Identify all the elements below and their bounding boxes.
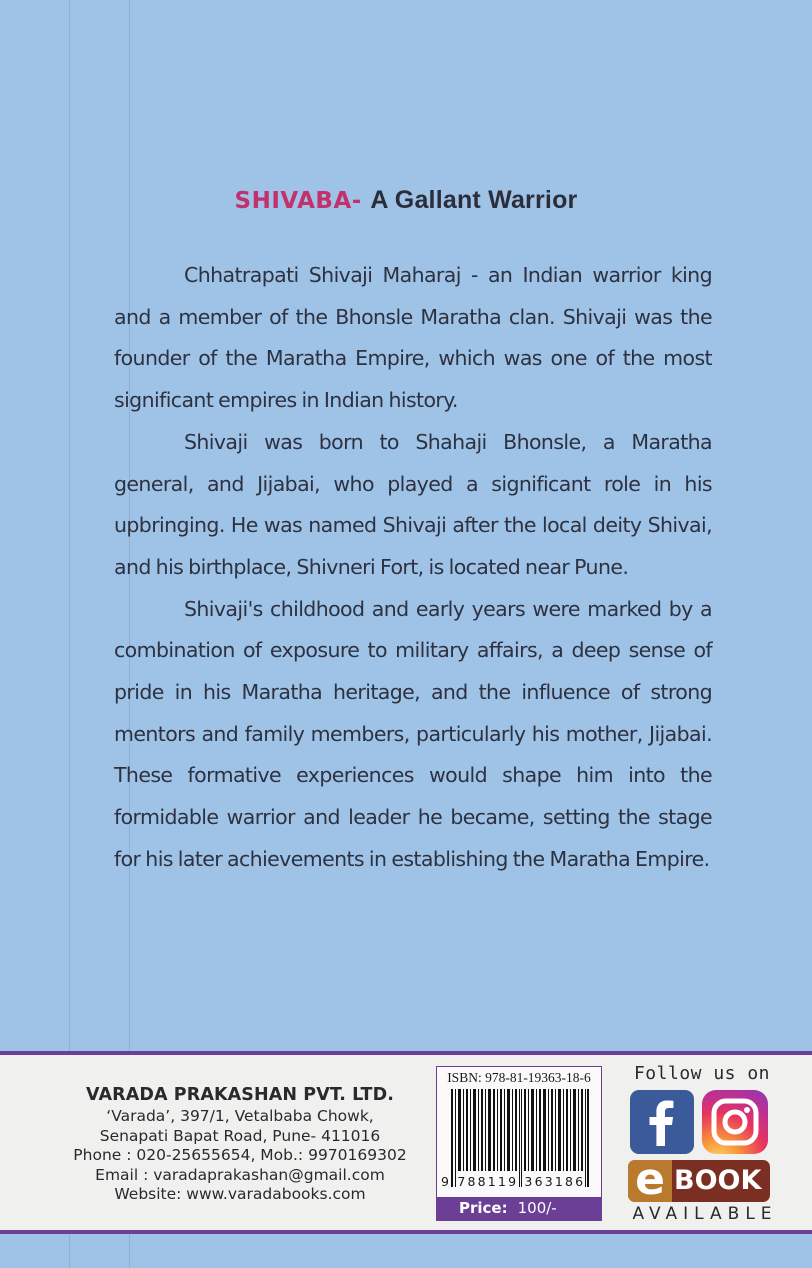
barcode-digits: 9 788119 363186 bbox=[441, 1174, 586, 1189]
publisher-website: Website: www.varadabooks.com bbox=[114, 1185, 366, 1203]
footer-band bbox=[0, 1051, 812, 1234]
publisher-info bbox=[40, 1085, 440, 1205]
publisher-address-line2: Senapati Bapat Road, Pune- 411016 bbox=[99, 1126, 381, 1145]
ebook-e: e bbox=[628, 1160, 672, 1202]
price-value: 100/- bbox=[517, 1199, 557, 1217]
social-section bbox=[622, 1063, 782, 1224]
publisher-phone: Phone : 020-25655654, Mob.: 9970169302 bbox=[73, 1146, 407, 1164]
follow-us-label: Follow us on bbox=[633, 1063, 771, 1084]
isbn-label: ISBN: 978-81-19363-18-6 bbox=[447, 1070, 591, 1085]
facebook-icon[interactable] bbox=[630, 1090, 694, 1154]
ebook-text: BOOK bbox=[674, 1165, 762, 1196]
ebook-badge bbox=[628, 1160, 770, 1202]
title-brand: SHIVABA bbox=[234, 188, 352, 214]
title-separator: - bbox=[351, 188, 371, 214]
available-label: AVAILABLE bbox=[632, 1204, 778, 1224]
publisher-name: VARADA PRAKASHAN PVT. LTD. bbox=[86, 1085, 394, 1105]
price-bar bbox=[437, 1197, 601, 1220]
publisher-address-line1: ‘Varada’, 397/1, Vetalbaba Chowk, bbox=[106, 1107, 374, 1125]
blurb-paragraph: Shivaji was born to Shahaji Bhonsle, a Maratha general, and Jijabai, who played a significant role in his upbringing. He was named Shivaji after the local deity Shivai, and his birthplace, Shivneri Fort, is located near Pune. bbox=[114, 429, 712, 579]
barcode-icon bbox=[451, 1089, 589, 1187]
blurb-paragraph: Chhatrapati Shivaji Maharaj - an Indian warrior king and a member of the Bhonsle Maratha clan. Shivaji was the founder of the Maratha Empire, which was one of the most significant empires in Indian history. bbox=[114, 263, 712, 413]
blurb-paragraph: Shivaji's childhood and early years were marked by a combination of exposure to military affairs, a deep sense of pride in his Maratha heritage, and the influence of strong mentors and family members, particularly his mother, Jijabai. These formative experiences would shape him into the formidable warrior and leader he became, setting the stage for his later achievements in establishing the Maratha Empire. bbox=[114, 596, 712, 871]
publisher-email: Email : varadaprakashan@gmail.com bbox=[95, 1165, 385, 1184]
isbn-barcode-box bbox=[436, 1066, 602, 1221]
book-title bbox=[0, 186, 812, 215]
instagram-icon[interactable] bbox=[702, 1090, 768, 1154]
title-subtitle: A Gallant Warrior bbox=[370, 186, 578, 214]
blurb bbox=[114, 255, 712, 881]
price-label: Price: bbox=[459, 1199, 508, 1217]
